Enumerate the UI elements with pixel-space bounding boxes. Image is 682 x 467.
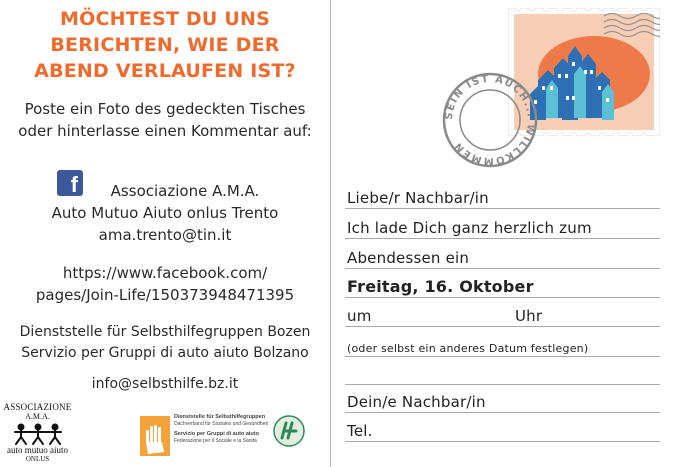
form-line-time[interactable] [345, 299, 660, 327]
form-line-blank[interactable] [345, 358, 660, 385]
form-line-phone[interactable] [345, 414, 660, 442]
ama-logo-abbr: A.M.A. [25, 412, 50, 421]
people-icon [13, 422, 63, 446]
bz-line: Servizio per Gruppi di auto aiuto [174, 431, 259, 437]
bolzano-logo [140, 412, 310, 460]
note-text: (oder selbst ein anderes Datum festlegen) [347, 342, 589, 355]
headline-line: MÖCHTEST DU UNS [60, 8, 270, 30]
postmark [440, 70, 540, 170]
dinner-text: Abendessen ein [347, 249, 470, 267]
bz-line: Dienststelle für Selbsthilfegruppen [174, 414, 266, 420]
association-email[interactable]: ama.trento@tin.it [98, 226, 232, 244]
invite-text: Ich lade Dich ganz herzlich zum [347, 219, 592, 237]
circle-emblem-icon [272, 414, 306, 448]
bolzano-logo-text [174, 414, 284, 445]
ama-logo-title: ASSOCIAZIONE [3, 402, 72, 412]
facebook-icon[interactable]: f [57, 170, 83, 196]
form-line-signature[interactable] [345, 386, 660, 413]
bz-line: Dachverband für Soziales und Gesundheit [174, 421, 268, 427]
svg-text:SEIN IST AUCH... WILLKOMMEN [444, 74, 536, 166]
greeting-text: Liebe/r Nachbar/in [347, 189, 489, 207]
office-email[interactable]: info@selbsthilfe.bz.it [91, 376, 239, 392]
bz-line: Federazione per il Sociale e la Sanità [174, 438, 257, 444]
hands-icon [140, 416, 172, 456]
headline-line: ABEND VERLAUFEN IST? [34, 60, 296, 82]
phone-text: Tel. [347, 422, 373, 440]
form-line-date [345, 270, 660, 298]
time-suffix: Uhr [515, 307, 543, 325]
facebook-page-link[interactable] [0, 262, 330, 306]
office-names [0, 322, 330, 364]
form-line-greeting [345, 182, 660, 209]
association-name: Associazione A.M.A. [110, 182, 260, 200]
office-line: Dienststelle für Selbsthilfegruppen Bozen [19, 324, 311, 340]
ama-logo-suffix: ONLUS [25, 455, 50, 463]
card-divider [330, 0, 331, 467]
time-prefix: um [347, 307, 372, 325]
facebook-contact [0, 170, 330, 244]
form-line-note [345, 330, 660, 357]
signature-text: Dein/e Nachbar/in [347, 393, 486, 411]
link-line: https://www.facebook.com/ [62, 264, 268, 282]
intro-line: Poste ein Foto des gedeckten Tisches [24, 100, 306, 118]
headline [0, 6, 330, 84]
intro-text [0, 98, 330, 142]
form-line-dinner [345, 240, 660, 269]
ama-logo [0, 402, 75, 466]
association-subtitle: Auto Mutuo Aiuto onlus Trento [51, 204, 279, 222]
facebook-contact-text [0, 180, 330, 246]
form-line-invite [345, 210, 660, 239]
link-line: pages/Join-Life/150373948471395 [35, 286, 295, 304]
intro-line: oder hinterlasse einen Kommentar auf: [18, 122, 312, 140]
office-line: Servizio per Gruppi di auto aiuto Bolzano [21, 345, 309, 361]
postmark-text: SEIN IST AUCH... WILLKOMMEN [443, 73, 537, 167]
date-text: Freitag, 16. Oktober [347, 277, 534, 296]
ama-logo-name: auto mutuo aiuto [7, 445, 68, 455]
headline-line: BERICHTEN, WIE DER [50, 34, 280, 56]
